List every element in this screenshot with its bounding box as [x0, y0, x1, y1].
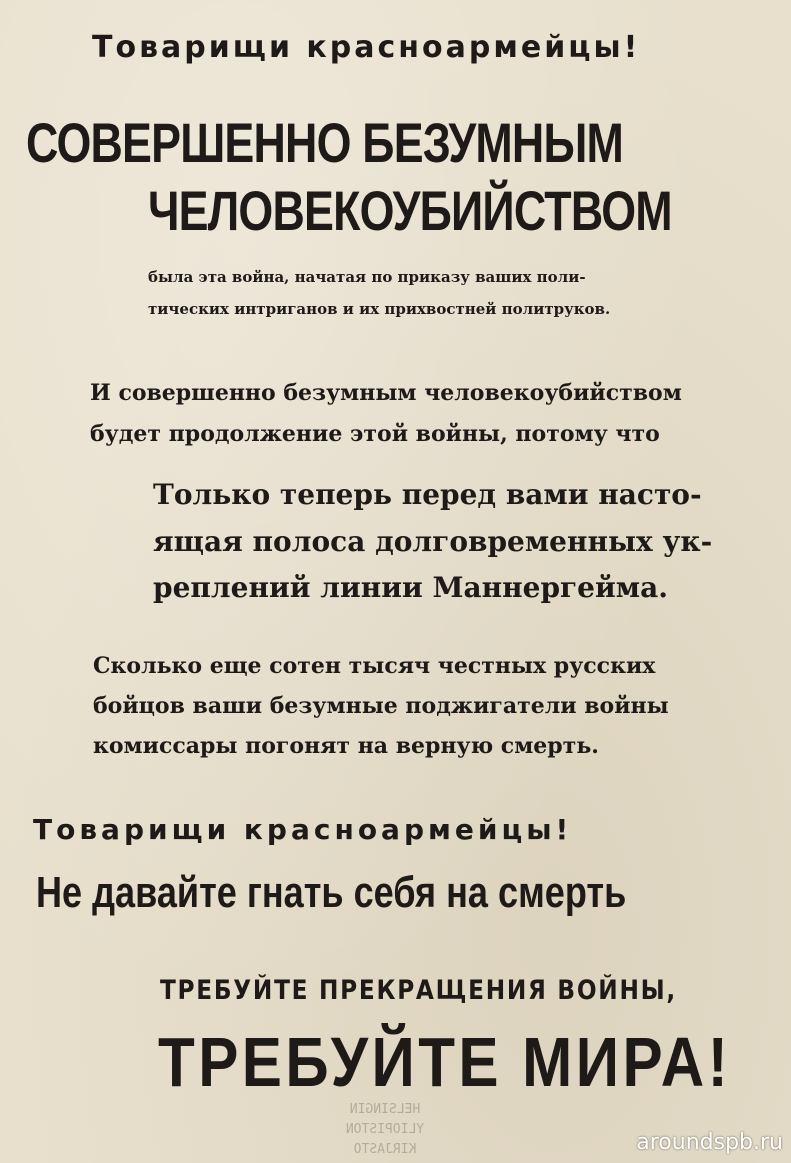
stamp-line-3: KIRJASTO: [353, 1142, 417, 1157]
demand-line: ТРЕБУЙТЕ ПРЕКРАЩЕНИЯ ВОЙНЫ,: [160, 975, 677, 1006]
paragraph-2-line-1: Только теперь перед вами насто-: [153, 478, 702, 511]
subtext-line-1: была эта война, начатая по приказу ваших поли-: [148, 268, 586, 286]
paragraph-3-line-3: комиссары погонят на верную смерть.: [93, 733, 599, 759]
paragraph-2-line-3: реплений линии Маннергейма.: [153, 571, 668, 604]
paragraph-1-line-2: будет продолжение этой войны, потому что: [90, 421, 660, 447]
headline-line-1: СОВЕРШЕННО БЕЗУМНЫМ: [26, 111, 624, 174]
headline-line-2: ЧЕЛОВЕКОУБИЙСТВОМ: [148, 179, 672, 242]
paragraph-3-line-1: Сколько еще сотен тысяч честных русских: [93, 653, 656, 679]
site-watermark: aroundspb.ru: [636, 1130, 783, 1155]
stamp-line-2: YLIOPISTON: [345, 1122, 425, 1137]
peace-line: ТРЕБУЙТЕ МИРА!: [158, 1023, 732, 1101]
greeting-bottom: Товарищи красноармейцы!: [33, 813, 573, 846]
slogan: Не давайте гнать себя на смерть: [36, 868, 627, 917]
stamp-line-1: HELSINGIN: [349, 1102, 421, 1117]
paragraph-1-line-1: И совершенно безумным человекоубийством: [90, 380, 682, 406]
library-stamp: [330, 1100, 440, 1160]
greeting-top: Товарищи красноармейцы!: [92, 30, 641, 65]
subtext-line-2: тических интриганов и их прихвостней политруков.: [148, 300, 611, 318]
paragraph-2-line-2: ящая полоса долговременных ук-: [153, 525, 713, 558]
paragraph-3-line-2: бойцов ваши безумные поджигатели войны: [93, 693, 669, 719]
